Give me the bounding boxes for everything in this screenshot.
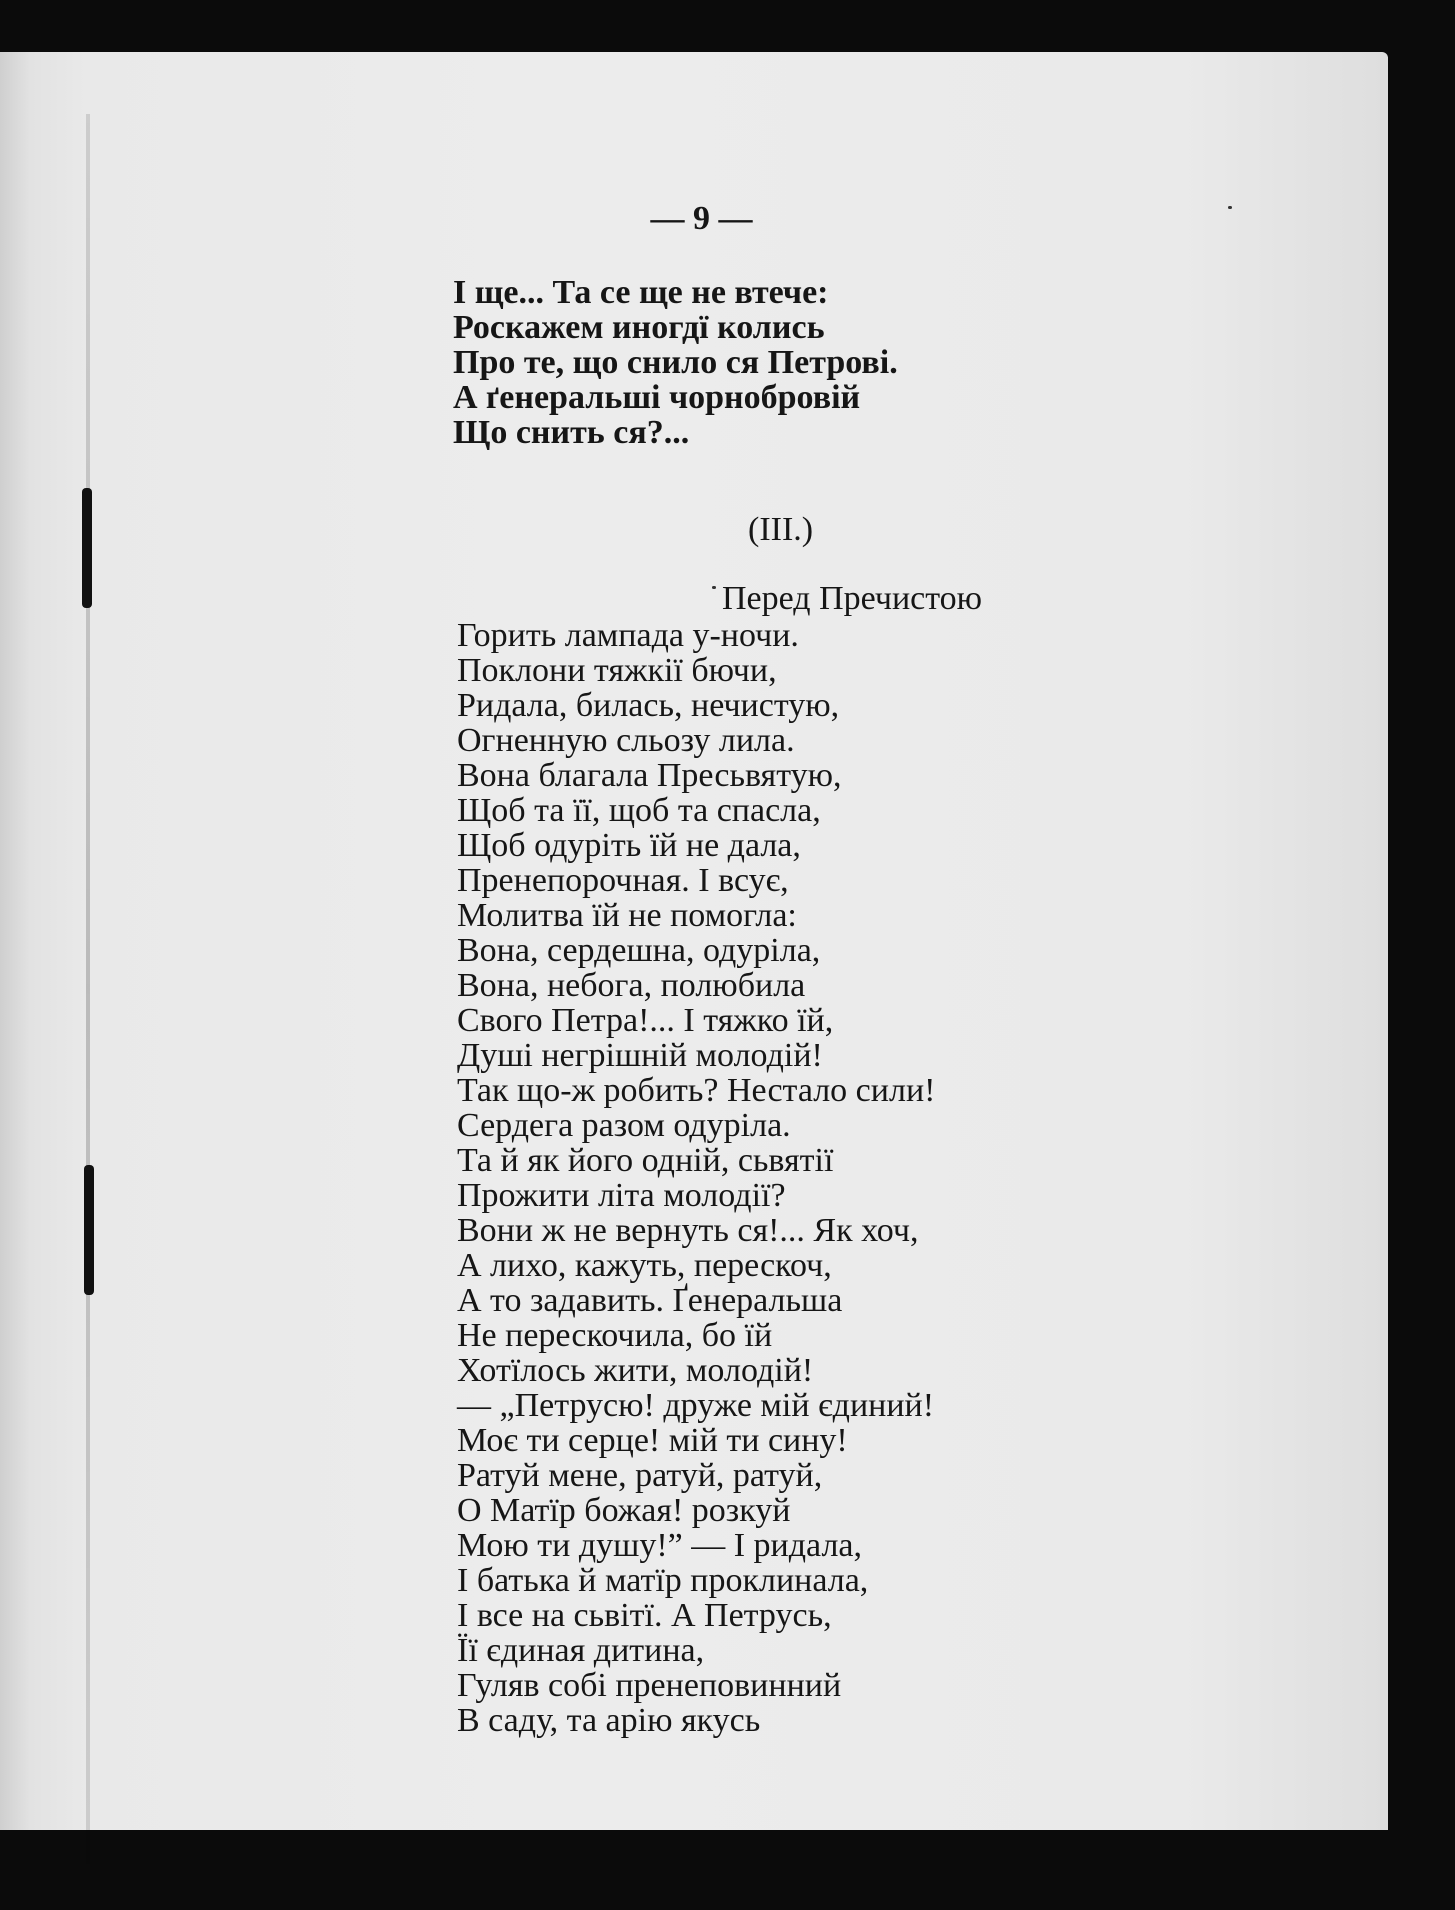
verse-line: Горить лампада у-ночи. [457,617,799,654]
verse-line: Про те, що снило ся Петрові. [453,344,898,381]
verse-line: Гуляв собі пренеповинний [457,1667,842,1704]
page-number: — 9 — [650,200,753,237]
binding-mark-lower [84,1165,94,1295]
verse-line: Душі негрішній молодій! [457,1037,823,1074]
verse-line: Ридала, билась, нечистую, [457,687,840,724]
stanza-2 [457,618,935,1738]
verse-line: Так що-ж робить? Нестало сили! [457,1072,936,1109]
verse-line: Свого Петра!... І тяжко їй, [457,1002,834,1039]
verse-line: Пренепорочная. І всує, [457,862,789,899]
verse-line: О Матїр божая! розкуй [457,1492,791,1529]
verse-line: Прожити літа молодії? [457,1177,786,1214]
verse-line: Вони ж не вернуть ся!... Як хоч, [457,1212,919,1249]
paper-speck [712,586,716,589]
verse-line: Хотїлось жити, молодій! [457,1352,814,1389]
verse-line: Ратуй мене, ратуй, ратуй, [457,1457,823,1494]
binding-mark-upper [82,488,92,608]
verse-line: Та й як його одній, сьвятії [457,1142,834,1179]
verse-line: Її єдиная дитина, [457,1632,705,1669]
verse-line: Вона благала Пресьвятую, [457,757,842,794]
verse-line: — „Петрусю! друже мій єдиний! [457,1387,935,1424]
epigraph-line: Перед Пречистою [722,580,983,617]
stanza-1 [453,275,898,450]
verse-line: В саду, та арію якусь [457,1702,761,1739]
page-gutter-shadow [86,114,90,1864]
verse-line: Вона, небога, полюбила [457,967,806,1004]
verse-line: Не перескочила, бо їй [457,1317,773,1354]
verse-line: Вона, сердешна, одуріла, [457,932,821,969]
verse-line: І батька й матїр проклинала, [457,1562,869,1599]
verse-line: Огненную сльозу лила. [457,722,795,759]
verse-line: Роскажем иногдї колись [453,309,825,346]
verse-line: Поклони тяжкії бючи, [457,652,777,689]
verse-line: І все на сьвітї. А Петрусь, [457,1597,832,1634]
verse-line: І ще... Та се ще не втече: [453,274,829,311]
verse-line: Щоб одуріть їй не дала, [457,827,801,864]
verse-line: А лихо, кажуть, перескоч, [457,1247,832,1284]
verse-line: Мою ти душу!” — І ридала, [457,1527,862,1564]
verse-line: Щоб та її, щоб та спасла, [457,792,821,829]
verse-line: Молитва їй не помогла: [457,897,797,934]
verse-line: Сердега разом одуріла. [457,1107,791,1144]
section-heading: (III.) [748,511,814,548]
verse-line: Що снить ся?... [453,414,690,451]
verse-line: А то задавить. Ґенеральша [457,1282,843,1319]
verse-line: Моє ти серце! мій ти сину! [457,1422,848,1459]
verse-line: А ґенеральші чорнобровій [453,379,861,416]
